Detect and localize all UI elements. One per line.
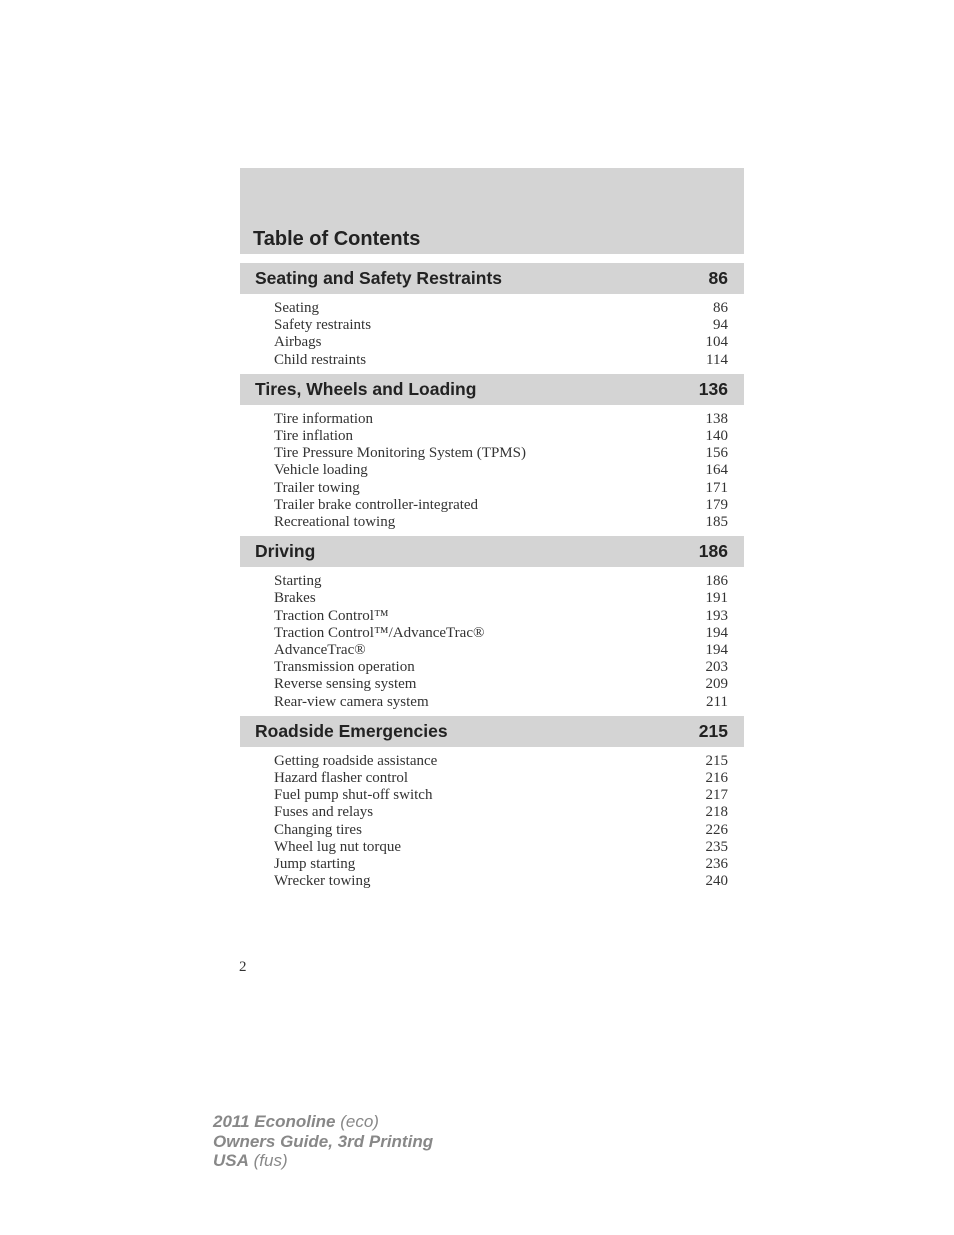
toc-entry-label: Tire inflation — [274, 428, 354, 445]
toc-entry-label: Trailer towing — [274, 479, 360, 496]
toc-entry-page: 217 — [705, 787, 728, 804]
toc-entry-page: 185 — [705, 514, 728, 531]
section-header[interactable] — [240, 263, 744, 294]
toc-entry[interactable] — [274, 497, 728, 514]
section-items — [240, 405, 744, 536]
toc-entry-page: 218 — [705, 804, 728, 821]
toc-entry-label: Safety restraints — [274, 317, 372, 334]
toc-entry[interactable] — [274, 873, 728, 890]
toc-entry-page: 156 — [705, 445, 728, 462]
toc-entry-label: Wheel lug nut torque — [274, 838, 402, 855]
toc-entry-label: Seating — [274, 300, 319, 316]
toc-entry[interactable] — [274, 770, 728, 787]
footer-line-2: Owners Guide, 3rd Printing — [213, 1131, 434, 1151]
toc-entry-label: Fuses and relays — [274, 804, 374, 821]
section-items — [240, 747, 744, 896]
toc-entry[interactable] — [274, 334, 728, 351]
toc-entry-page: 194 — [705, 624, 728, 641]
toc-entry-page: 226 — [705, 821, 728, 838]
toc-entry[interactable] — [274, 445, 728, 462]
section-title: Driving — [255, 541, 316, 562]
toc-entry-page: 203 — [705, 659, 728, 676]
toc-entry[interactable] — [274, 300, 728, 317]
toc-entry[interactable] — [274, 514, 728, 531]
toc-entry-label: Hazard flasher control — [274, 770, 409, 787]
section-page: 86 — [708, 268, 728, 288]
toc-entry[interactable] — [274, 694, 728, 711]
toc-entry[interactable] — [274, 590, 728, 607]
toc-entry-label: Transmission operation — [274, 659, 415, 676]
section-title: Roadside Emergencies — [255, 720, 448, 741]
toc-entry-page: 236 — [705, 856, 728, 873]
toc-entry-label: Tire Pressure Monitoring System (TPMS) — [274, 445, 526, 462]
toc-entry-label: Rear-view camera system — [274, 693, 429, 710]
toc-entry-label: AdvanceTrac® — [274, 642, 366, 659]
toc-entry-label: Traction Control™/AdvanceTrac® — [274, 624, 485, 641]
toc-entry[interactable] — [274, 317, 728, 334]
toc-entry[interactable] — [274, 856, 728, 873]
toc-entry-page: 209 — [705, 676, 728, 693]
toc-entry-label: Brakes — [274, 590, 316, 607]
toc-entry-page: 193 — [705, 607, 728, 624]
toc-entry[interactable] — [274, 462, 728, 479]
toc-entry[interactable] — [274, 787, 728, 804]
toc-entry[interactable] — [274, 573, 728, 590]
toc-entry-label: Wrecker towing — [274, 873, 371, 890]
toc-entry-label: Reverse sensing system — [274, 676, 417, 693]
section-page: 215 — [698, 720, 728, 741]
toc-entry[interactable] — [274, 642, 728, 659]
toc-header — [240, 168, 744, 254]
section-items — [240, 294, 744, 374]
toc-entry-page: 179 — [705, 496, 728, 513]
toc-entry[interactable] — [274, 804, 728, 821]
toc-entry[interactable] — [274, 428, 728, 445]
footer-line-1: 2011 Econoline (eco) — [213, 1112, 379, 1131]
toc-entry[interactable] — [274, 352, 728, 369]
footer — [213, 1112, 433, 1171]
toc-entry-label: Trailer brake controller-integrated — [274, 496, 479, 513]
toc-entry[interactable] — [274, 822, 728, 839]
toc-entry[interactable] — [274, 839, 728, 856]
toc-entry-page: 138 — [705, 410, 728, 427]
toc-entry[interactable] — [274, 659, 728, 676]
toc-entry-label: Starting — [274, 573, 322, 590]
toc-entry[interactable] — [274, 480, 728, 497]
toc-entry[interactable] — [274, 753, 728, 770]
section-page: 136 — [698, 378, 728, 399]
section-header[interactable] — [240, 536, 744, 567]
toc-entry-page: 215 — [705, 752, 728, 769]
toc-entry-page: 104 — [705, 334, 728, 351]
toc-sections — [240, 263, 744, 895]
toc-entry-label: Tire information — [274, 410, 374, 427]
toc-entry-label: Airbags — [274, 334, 322, 351]
section-title: Seating and Safety Restraints — [255, 268, 503, 288]
toc-entry-label: Vehicle loading — [274, 462, 368, 479]
toc-entry-page: 86 — [713, 300, 728, 316]
toc-entry-page: 94 — [713, 317, 728, 334]
toc-entry-label: Traction Control™ — [274, 607, 389, 624]
page-number: 2 — [239, 959, 247, 975]
toc-entry-page: 235 — [705, 838, 728, 855]
toc-entry-page: 216 — [705, 770, 728, 787]
toc-entry-label: Getting roadside assistance — [274, 752, 438, 769]
toc-entry-label: Changing tires — [274, 821, 362, 838]
footer-line-3: USA (fus) — [213, 1151, 288, 1170]
toc-entry-label: Child restraints — [274, 351, 367, 368]
toc-entry-page: 191 — [705, 590, 728, 607]
toc-entry[interactable] — [274, 411, 728, 428]
section-items — [240, 567, 744, 716]
toc-entry[interactable] — [274, 625, 728, 642]
toc-entry-label: Recreational towing — [274, 514, 396, 531]
section-title: Tires, Wheels and Loading — [255, 378, 477, 399]
section-header[interactable] — [240, 716, 744, 747]
section-header[interactable] — [240, 374, 744, 405]
toc-entry-page: 171 — [705, 479, 728, 496]
toc-entry-page: 140 — [705, 428, 728, 445]
toc-entry[interactable] — [274, 608, 728, 625]
toc-entry-page: 211 — [706, 693, 728, 710]
toc-entry-label: Fuel pump shut-off switch — [274, 787, 433, 804]
toc-entry-page: 194 — [705, 642, 728, 659]
page-title: Table of Contents — [253, 228, 421, 250]
section-page: 186 — [698, 541, 728, 562]
toc-entry-page: 240 — [705, 873, 728, 890]
toc-entry-page: 186 — [705, 573, 728, 590]
toc-entry-label: Jump starting — [274, 856, 356, 873]
toc-entry[interactable] — [274, 676, 728, 693]
toc-entry-page: 164 — [705, 462, 728, 479]
toc-entry-page: 114 — [706, 351, 728, 368]
